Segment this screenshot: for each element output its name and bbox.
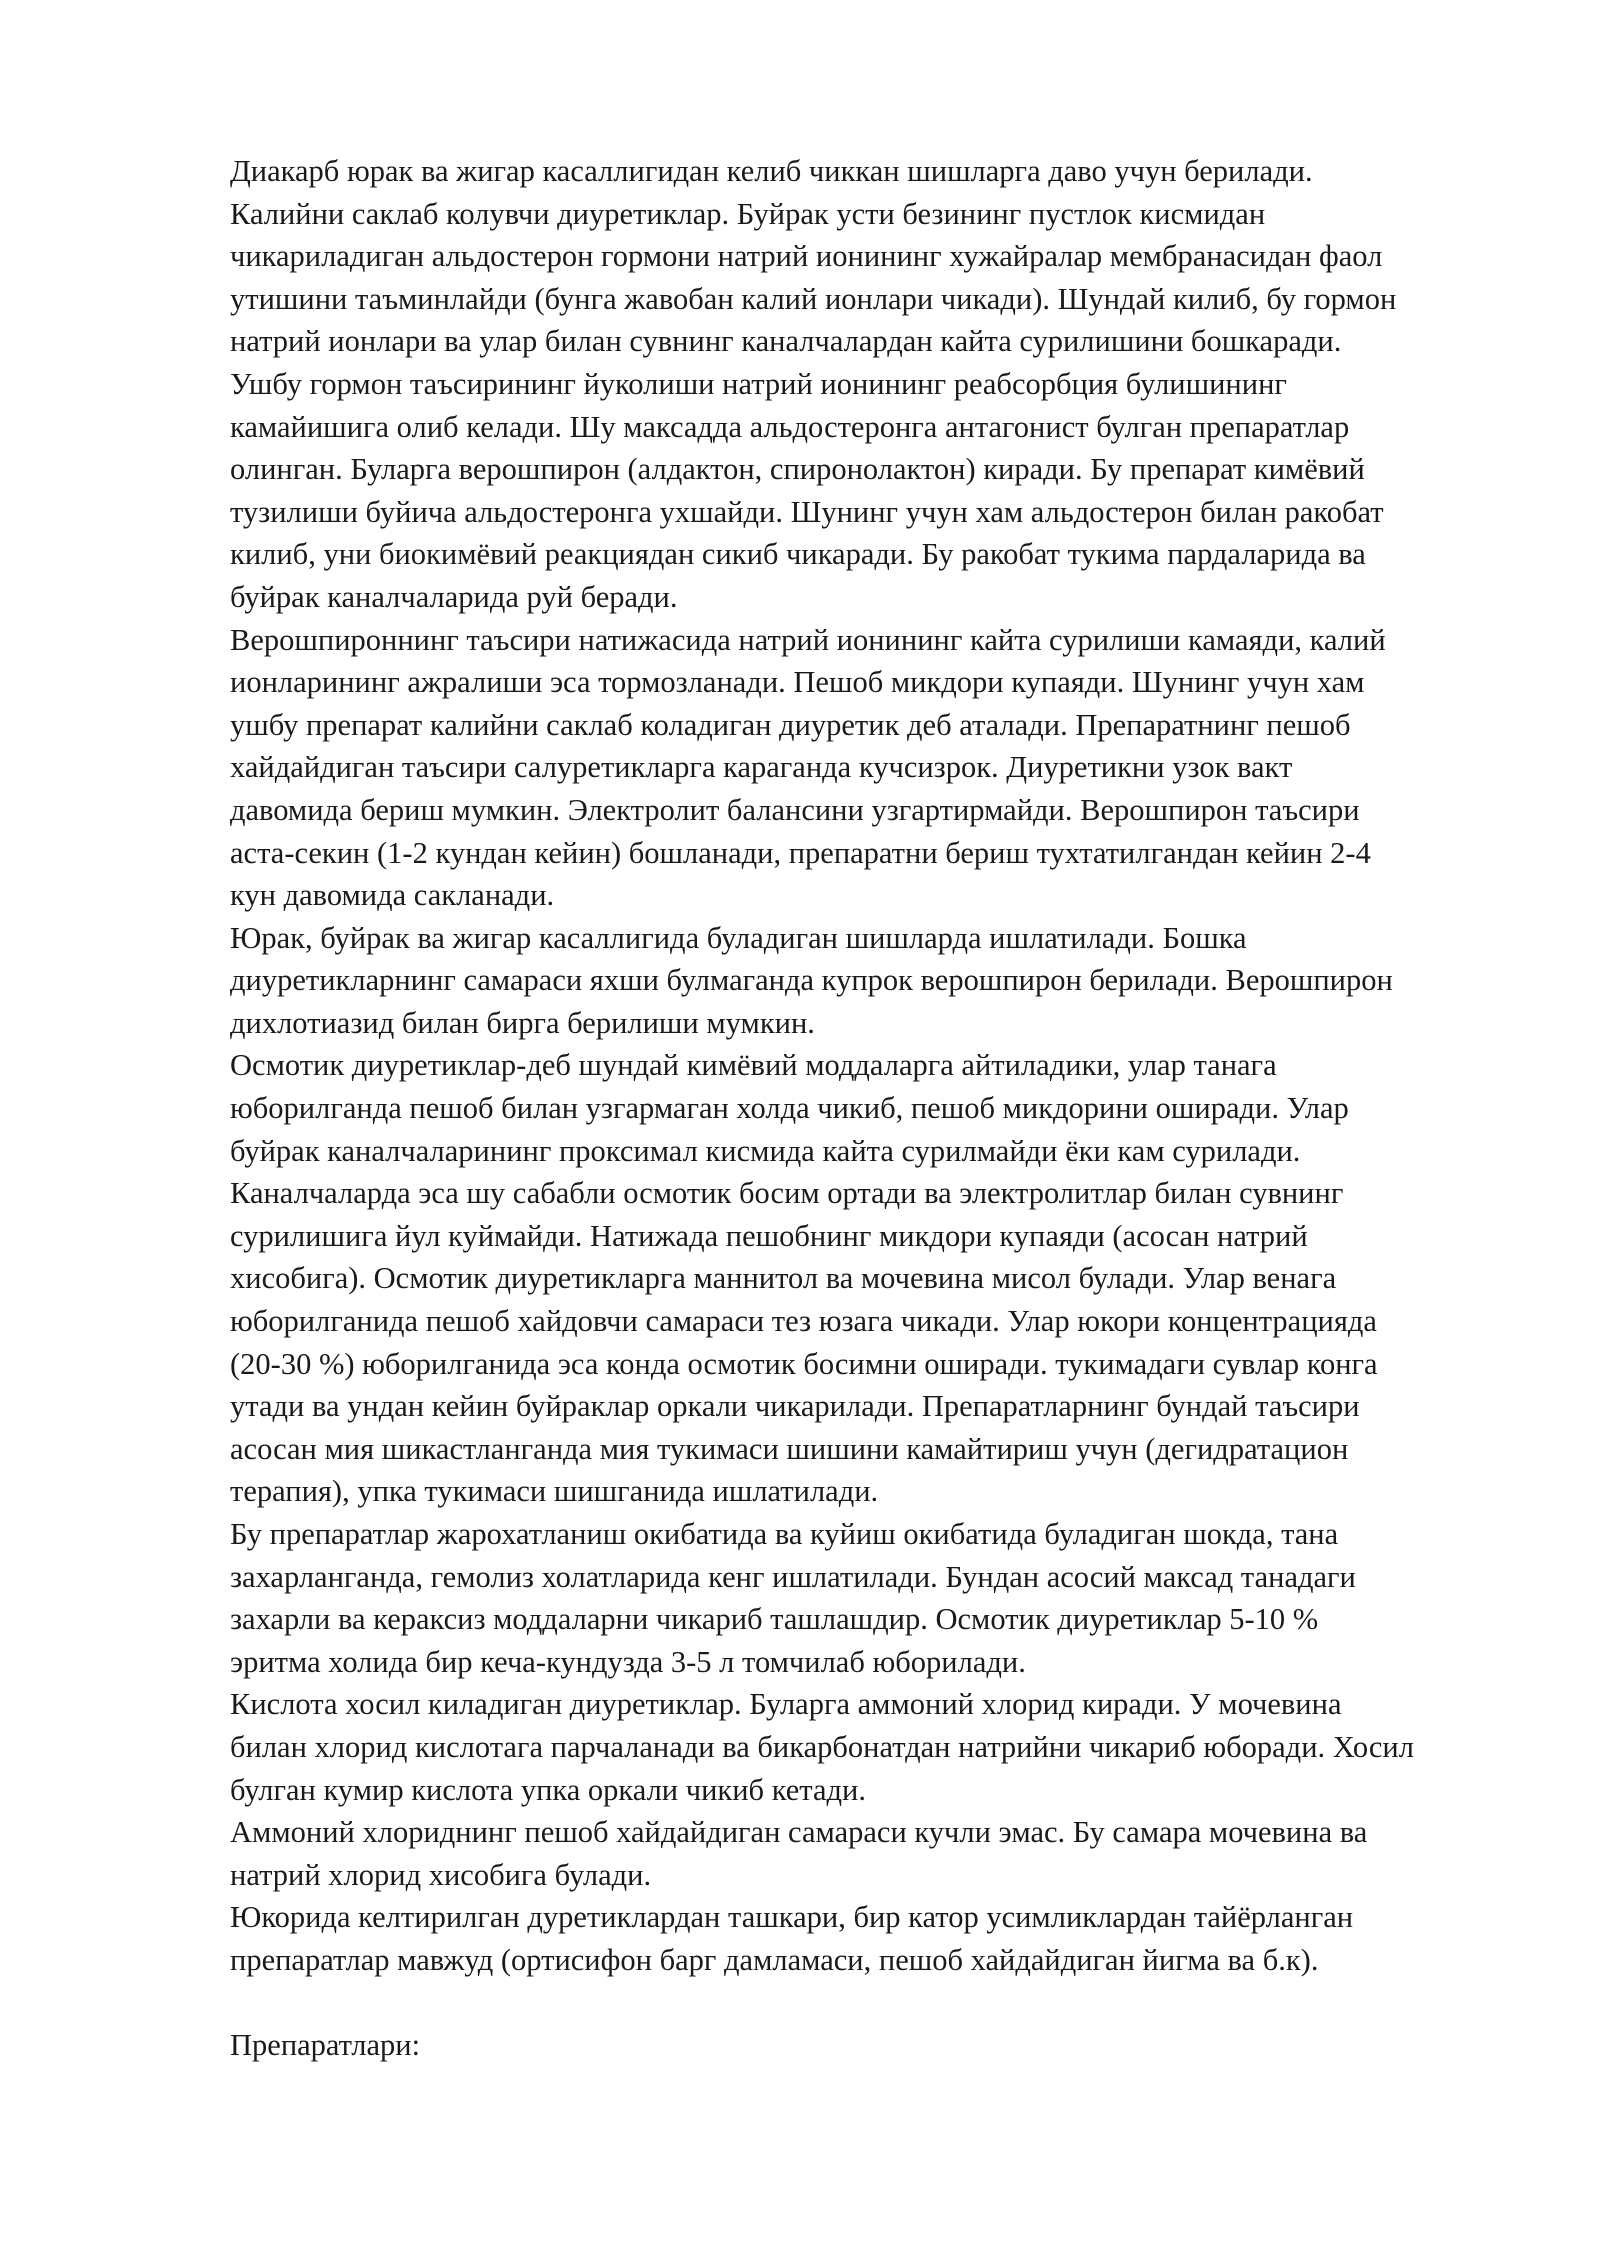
paragraph-potassium-sparing: Калийни саклаб колувчи диуретиклар. Буйрак усти безининг пустлок кисмидан чикариладиган альдостерон гормони натрий ионининг хужайралар мембранасидан фаол утишини таъминлайди (бунга жавобан калий ионлари чикади). Шундай килиб, бу гормон натрий ионлари ва улар билан сувнинг каналчалардан кайта сурилишини бошкаради. Ушбу гормон таъсирининг йуколиши натрий ионининг реабсорбция булишининг камайишига олиб келади. Шу максадда альдостеронга антагонист булган препаратлар олинган. Буларга верошпирон (алдактон, спиронолактон) киради. Бу препарат кимёвий тузилиши буйича альдостеронга ухшайди. Шунинг учун хам альдостерон билан ракобат килиб, уни биокимёвий реакциядан сикиб чикаради. Бу ракобат тукима пардаларида ва буйрак каналчаларида руй беради. [230,196,1397,614]
paragraph-ammonium-chloride: Аммоний хлориднинг пешоб хайдайдиган самараси кучли эмас. Бу самара мочевина ва натрий хлорид хисобига булади. [230,1815,1368,1892]
paragraph-herbal-preparations: Юкорида келтирилган дуретиклардан ташкари, бир катор усимликлардан тайёрланган препаратлар мавжуд (ортисифон барг дамламаси, пешоб хайдайдиган йигма ва б.к). [230,1900,1354,1977]
blank-line [230,1982,1520,2025]
paragraph-acid-forming: Кислота хосил киладиган диуретиклар. Буларга аммоний хлорид киради. У мочевина билан хлорид кислотага парчаланади ва бикарбонатдан натрийни чикариб юборади. Хосил булган кумир кислота упка оркали чикиб кетади. [230,1687,1414,1807]
paragraph-shock-usage: Бу препаратлар жарохатланиш окибатида ва куйиш окибатида буладиган шокда, тана захарланганда, гемолиз холатларида кенг ишлатилади. Бундан асосий максад танадаги захарли ва кераксиз моддаларни чикариб ташлашдир. Осмотик диуретиклар 5-10 % эритма холида бир кеча-кундузда 3-5 л томчилаб юборилади. [230,1517,1356,1679]
section-heading-preparations: Препаратлари: [230,2028,421,2063]
document-page [230,150,1520,2067]
paragraph-diacarb: Диакарб юрак ва жигар касаллигидан келиб чиккан шишларга даво учун берилади. [230,154,1313,188]
paragraph-osmotic-diuretics: Осмотик диуретиклар-деб шундай кимёвий моддаларга айтиладики, улар танага юборилганда пешоб билан узгармаган холда чикиб, пешоб микдорини оширади. Улар буйрак каналчаларининг проксимал кисмида кайта сурилмайди ёки кам сурилади. Каналчаларда эса шу сабабли осмотик босим ортади ва электролитлар билан сувнинг сурилишига йул куймайди. Натижада пешобнинг микдори купаяди (асосан натрий хисобига). Осмотик диуретикларга маннитол ва мочевина мисол булади. Улар венага юборилганида пешоб хайдовчи самараси тез юзага чикади. Улар юкори концентрацияда (20-30 %) юборилганида эса конда осмотик босимни оширади. тукимадаги сувлар конга утади ва ундан кейин буйраклар оркали чикарилади. Препаратларнинг бундай таъсири асосан мия шикастланганда мия тукимаси шишини камайтириш учун (дегидратацион терапия), упка тукимаси шишганида ишлатилади. [230,1048,1378,1509]
paragraph-indications: Юрак, буйрак ва жигар касаллигида буладиган шишларда ишлатилади. Бошка диуретикларнинг самараси яхши булмаганда купрок верошпирон берилади. Верошпирон дихлотиазид билан бирга берилиши мумкин. [230,920,1393,1040]
paragraph-veroshpiron-effect: Верошпироннинг таъсири натижасида натрий ионининг кайта сурилиши камаяди, калий ионларининг ажралиши эса тормозланади. Пешоб микдори купаяди. Шунинг учун хам ушбу препарат калийни саклаб коладиган диуретик деб аталади. Препаратнинг пешоб хайдайдиган таъсири салуретикларга караганда кучсизрок. Диуретикни узок вакт давомида бериш мумкин. Электролит балансини узгартирмайди. Верошпирон таъсири аста-секин (1-2 кундан кейин) бошланади, препаратни бериш тухтатилгандан кейин 2-4 кун давомида сакланади. [230,622,1386,913]
